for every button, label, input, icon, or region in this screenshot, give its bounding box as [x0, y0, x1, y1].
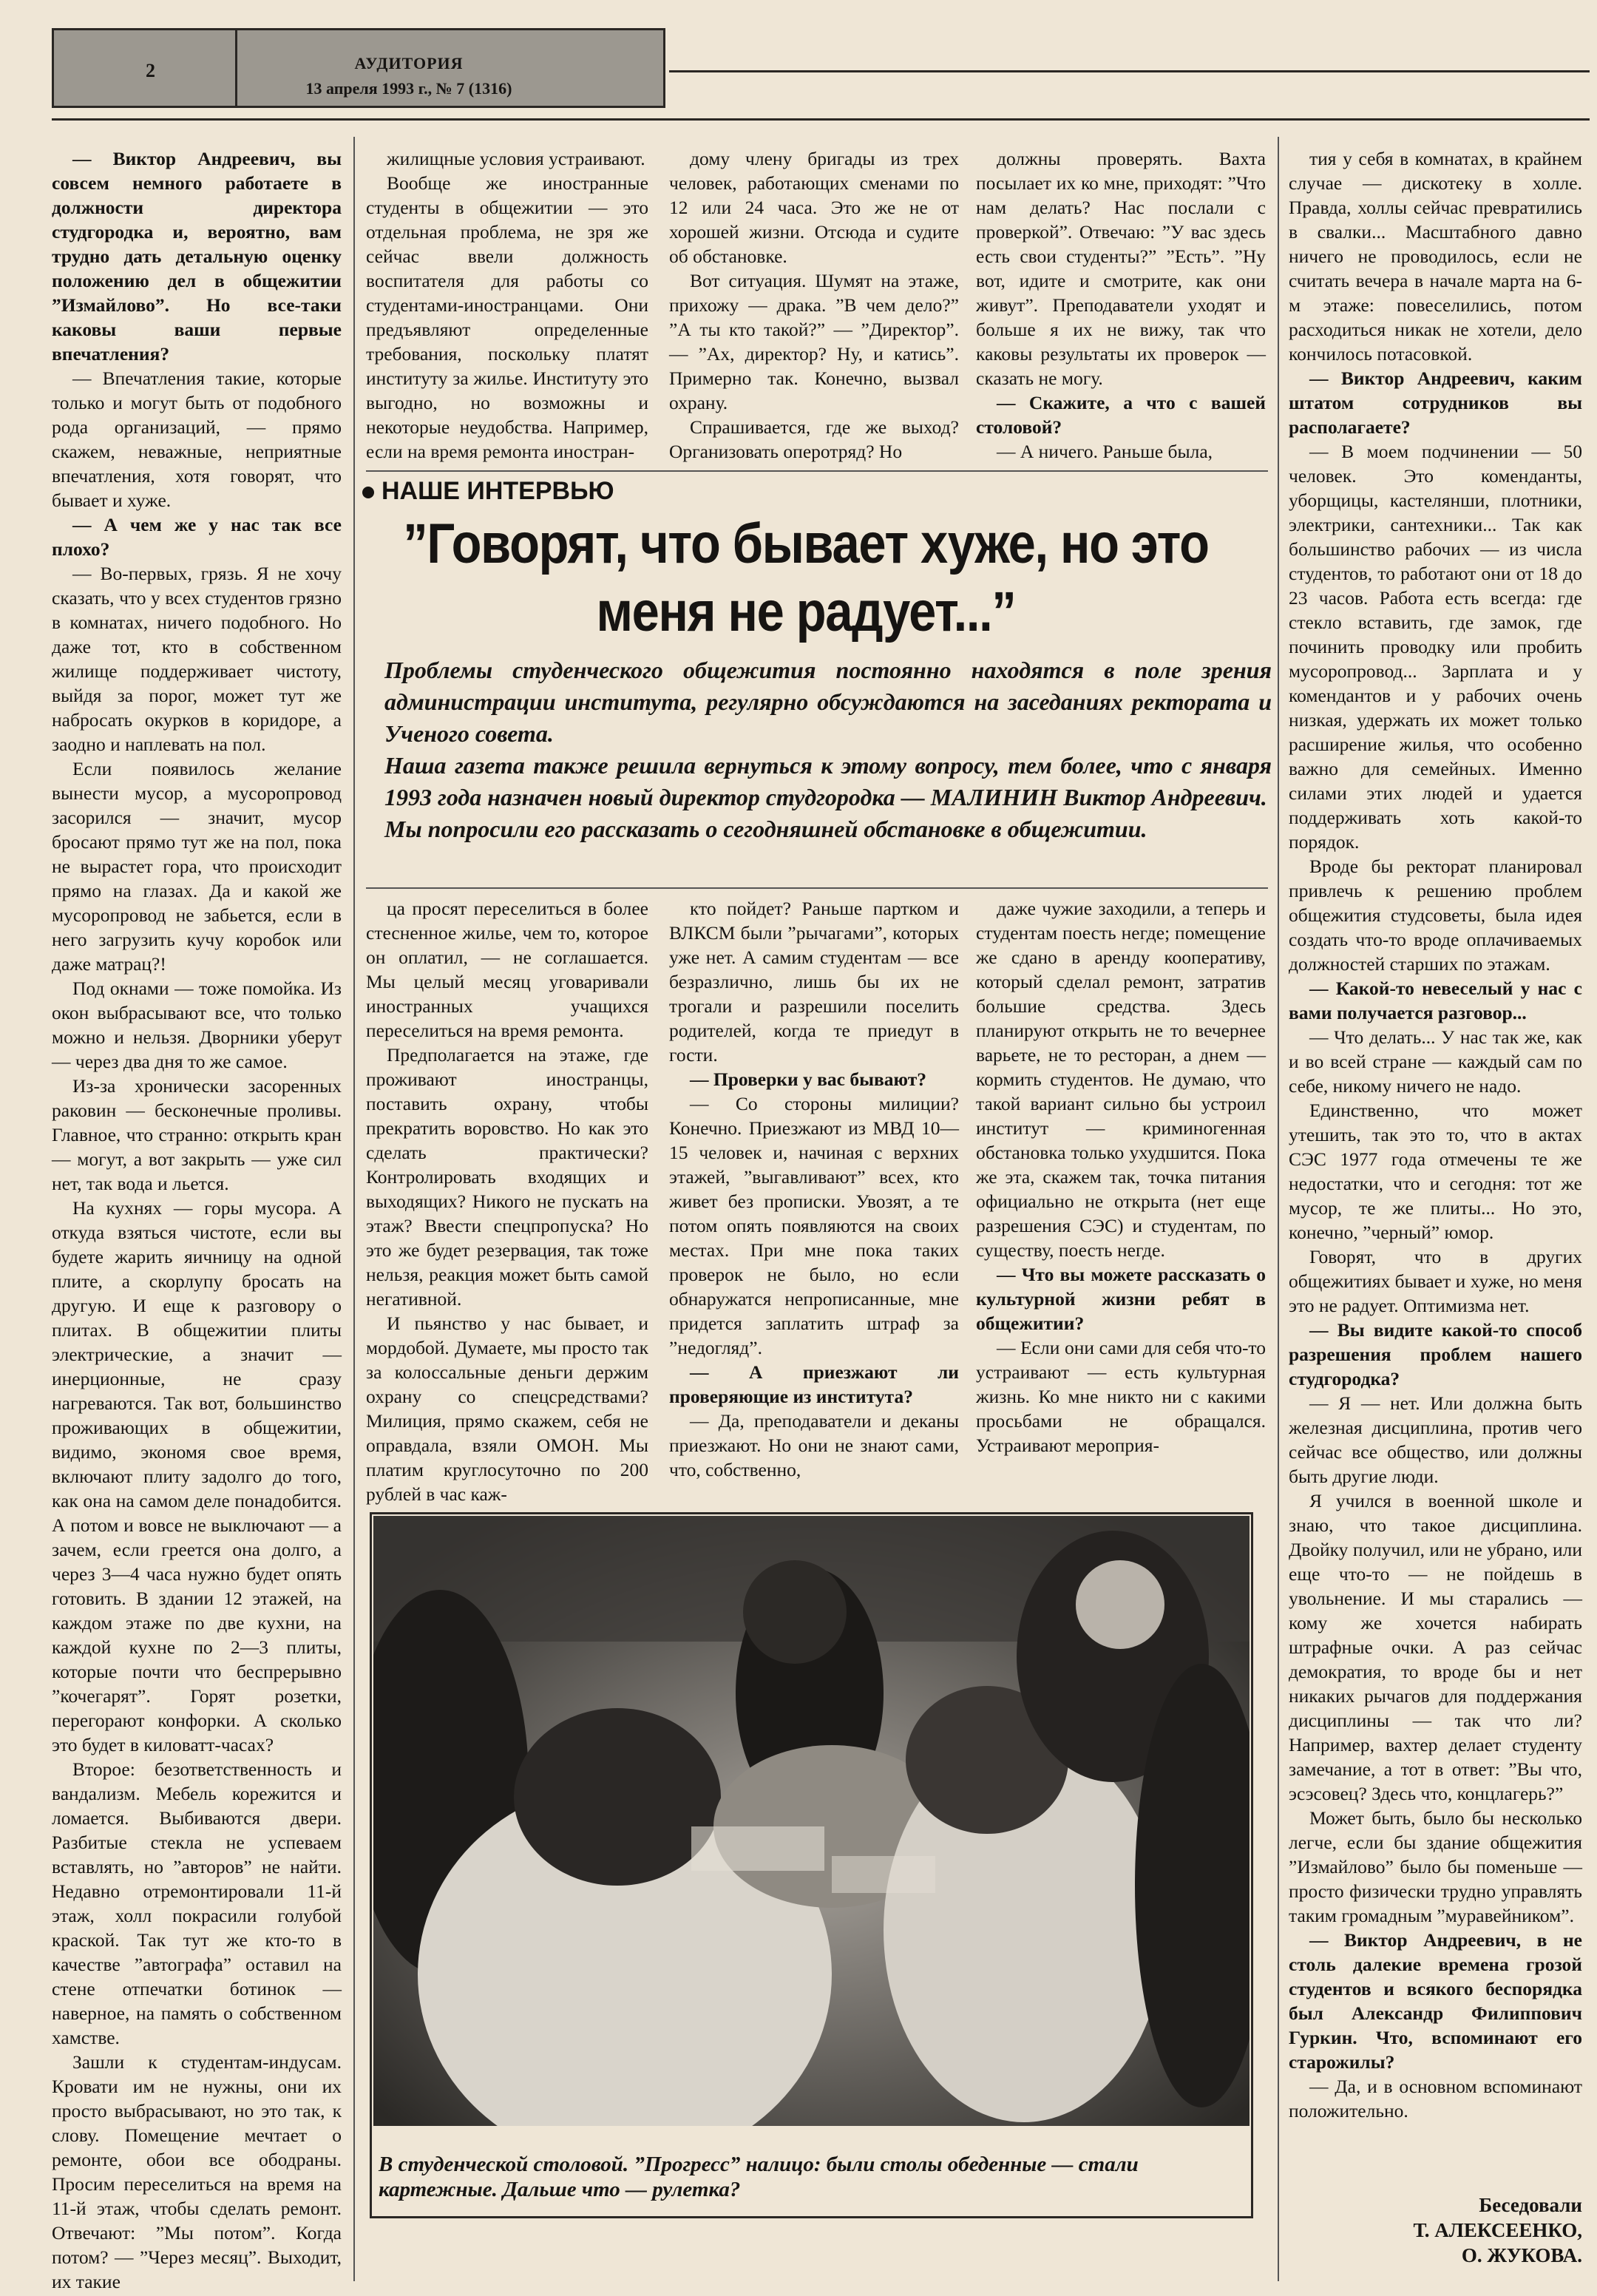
- headline: ”Говорят, что бывает хуже, но это меня не радует...”: [403, 512, 1209, 643]
- issue-date: 13 апреля 1993 г., № 7 (1316): [305, 79, 512, 98]
- body-paragraph: Единственно, что может утешить, так это то, что в актах СЭС 1977 года отмечены те же недостатки, что и сегодня: тот же мусор, те же плиты... Но это, конечно, ”черный” юмор.: [1289, 1100, 1582, 1243]
- lead-text-1: Проблемы студенческого общежития постоянно находятся в поле зрения администрации института, регулярно обсуждаются на заседаниях ректората и Ученого совета.: [384, 657, 1272, 747]
- column-rule-4: [1278, 137, 1279, 2281]
- body-paragraph: — Со стороны милиции? Конечно. Приезжают из МВД 10—15 человек и, начиная с верхних этажей, ”выгавливают” всех, кто живет без прописки. Увозят, а те потом опять появляются на своих местах. При мне пока таких проверок не было, но если обнаружатся непрописанные, мне придется заплатить штраф за ”недогляд”.: [669, 1093, 959, 1358]
- body-paragraph: дому члену бригады из трех человек, работающих сменами по 12 или 24 часа. Это же не от хорошей жизни. Отсюда и судите об обстановке.: [669, 148, 959, 267]
- body-paragraph: — Да, преподаватели и деканы приезжают. Но они не знают сами, что, собственно,: [669, 1410, 959, 1480]
- body-paragraph: На кухнях — горы мусора. А откуда взяться чистоте, если вы будете жарить яичницу на одной плите, а скорлупу бросать на другую. И еще к разговору о плитах. В общежитии плиты электрические, а значит — инерционные, не сразу нагреваются. Так вот, большинство проживающих в общежитии, видимо, экономя свое время, включают плиту задолго до того, как она на самом деле понадобится. А потом и вовсе не выключают — а зачем, если греется она долго, а через 3—4 часа нужно будет опять готовить. В здании 12 этажей, на каждом этаже по две кухни, на каждой кухне по 2—3 плиты, которые почти что беспрерывно ”кочегарят”. Горят розетки, перегорают конфорки. А сколько это будет в киловатт-часах?: [52, 1197, 342, 1755]
- rubric-label: НАШЕ ИНТЕРВЬЮ: [382, 477, 614, 505]
- lead-bottom-rule: [366, 887, 1268, 889]
- body-paragraph: Зашли к студентам-индусам. Кровати им не нужны, они их просто выбрасывают, но это так, к слову. Помещение мечтает о ремонте, обои все ободраны. Просим переселиться на время на 11-й этаж, чтобы сделать ремонт. Отвечают: ”Мы потом”. Когда потом? — ”Через месяц”. Выходит, их такие: [52, 2051, 342, 2292]
- signature-label: Беседовали: [1479, 2194, 1582, 2216]
- question-paragraph: — Что вы можете рассказать о культурной жизни ребят в общежитии?: [976, 1264, 1266, 1334]
- body-paragraph: — Да, и в основном вспоминают положительно.: [1289, 2076, 1582, 2121]
- column-3-top: [669, 146, 959, 464]
- question-paragraph: — Виктор Андреевич, в не столь далекие времена грозой студентов и всякого беспорядка был Александр Филиппович Гуркин. Что, вспоминают его старожилы?: [1289, 1929, 1582, 2073]
- body-paragraph: Спрашивается, где же выход? Организовать оперотряд? Но: [669, 416, 959, 462]
- signature-author-1: Т. АЛЕКСЕЕНКО,: [1413, 2219, 1582, 2241]
- question-paragraph: — Виктор Андреевич, каким штатом сотрудников вы располагаете?: [1289, 368, 1582, 438]
- column-4-bottom: [976, 896, 1266, 1457]
- body-paragraph: — Я — нет. Или должна быть железная дисциплина, против чего сейчас все общество, или должны быть другие люди.: [1289, 1392, 1582, 1487]
- lead-text-2: Наша газета также решила вернуться к этому вопросу, тем более, что с января 1993 года назначен новый директор студгородка — МАЛИНИН Виктор Андреевич.: [384, 752, 1272, 810]
- question-paragraph: — Скажите, а что с вашей столовой?: [976, 392, 1266, 438]
- body-paragraph: ца просят переселиться в более стесненное жилье, чем то, которое он оплатил, — не соглашается. Мы целый месяц уговаривали иностранных учащихся переселиться на время ремонта.: [366, 898, 648, 1041]
- signature-author-2: О. ЖУКОВА.: [1461, 2244, 1582, 2266]
- column-1: [52, 146, 342, 2294]
- body-paragraph: Говорят, что в других общежитиях бывает и хуже, но меня это не радует. Оптимизма нет.: [1289, 1246, 1582, 1316]
- body-paragraph: должны проверять. Вахта посылает их ко мне, приходят: ”Что нам делать? Нас послали с проверкой”. Отвечаю: ”У вас здесь есть свои студенты?” ”Есть”. ”Ну вот, идите и смотрите, как они живут”. Преподаватели уходят и больше я их не вижу, так что каковы результаты их проверок — сказать не могу.: [976, 148, 1266, 389]
- question-paragraph: — А приезжают ли проверяющие из института?: [669, 1361, 959, 1407]
- signature: [1289, 2192, 1582, 2268]
- body-paragraph: даже чужие заходили, а теперь и студентам поесть негде; помещение же сдано в аренду кооперативу, который сделал ремонт, затратив большие средства. Здесь планируют открыть не то вечернее варьете, не то ресторан, а днем — кормить студентов. Не думаю, что такой вариант сильно бы устроил институт — криминогенная обстановка только ухудшится. Пока же эта, скажем так, точка питания официально не открыта (нет еще разрешения СЭС) и студентам, по существу, поесть негде.: [976, 898, 1266, 1261]
- body-paragraph: — Впечатления такие, которые только и могут быть от подобного рода организаций, — прямо скажем, неважные, неприятные впечатления, хотя говорят, что бывает и хуже.: [52, 368, 342, 511]
- column-5: [1289, 146, 1582, 2123]
- photo-caption: В студенческой столовой. ”Прогресс” налицо: были столы обеденные — стали картежные. Дальше что — рулетка?: [379, 2153, 1139, 2201]
- body-paragraph: Предполагается на этаже, где проживают иностранцы, поставить охрану, чтобы прекратить воровство. Но как это сделать практически? Контролировать входящих и выходящих? Никого не пускать на этаж? Ввести спецпропуска? Но это же будет резервация, так тоже нельзя, реакция может быть самой негативной.: [366, 1044, 648, 1310]
- headline-top-rule: [366, 470, 1268, 472]
- header-divider: [235, 30, 237, 106]
- body-paragraph: кто пойдет? Раньше партком и ВЛКСМ были ”рычагами”, которых уже нет. А самим студентам — все безразлично, лишь бы их не трогали и разрешили поселить родителей, когда те приедут в гости.: [669, 898, 959, 1066]
- body-paragraph: — Что делать... У нас так же, как и во всей стране — каждый сам по себе, никому ничего не надо.: [1289, 1026, 1582, 1097]
- photo-students-playing-cards: [373, 1516, 1250, 2126]
- body-paragraph: — А ничего. Раньше была,: [997, 441, 1213, 462]
- bullet-icon: [362, 487, 374, 498]
- body-paragraph: — В моем подчинении — 50 человек. Это коменданты, уборщицы, кастелянши, плотники, электрики, сантехники... Так как большинство рабочих — из числа студентов, то работают они от 18 до 23 часов. Работа есть всегда: где стекло вставить, где замок, где починить проводку или пробить мусоропровод... Зарплата и у комендантов и у рабочих очень низкая, удержать их может только расширение жилья, что особенно важно для семейных. Именно силами этих людей и удается поддерживать хоть какой-то порядок.: [1289, 441, 1582, 853]
- body-paragraph: Вроде бы ректорат планировал привлечь к решению проблем общежития студсоветы, была идея создать что-то вроде оплачиваемых должностей старших по этажам.: [1289, 856, 1582, 975]
- body-paragraph: Из-за хронически засоренных раковин — бесконечные проливы. Главное, что странно: открыть кран — могут, а вот закрыть — уже сил нет, так вода и льется.: [52, 1075, 342, 1194]
- body-paragraph: Если появилось желание вынести мусор, а мусоропровод засорился — значит, мусор бросают прямо тут же на пол, пока не вырастет гора, что происходит прямо на глазах. Да и какой же мусоропровод не забьется, если в него загрузить кучу коробок или даже матрац?!: [52, 758, 342, 975]
- body-paragraph: Вот ситуация. Шумят на этаже, прихожу — драка. ”В чем дело?” ”А ты кто такой?” — ”Директор”. — ”Ах, директор? Ну, и катись”. Примерно так. Конечно, вызвал охрану.: [669, 270, 959, 413]
- body-paragraph: Я учился в военной школе и знаю, что такое дисциплина. Двойку получил, или не убрано, или еще что-то — не пойдешь в увольнение. И мы старались — кому же хочется набирать штрафные очки. А раз сейчас демократия, то вроде бы и нет никаких рычагов для поддержания дисциплины — так что ли? Например, вахтер делает студенту замечание, а тот в ответ: ”Вы что, эсэсовец? Здесь что, концлагерь?”: [1289, 1490, 1582, 1804]
- body-paragraph: Может быть, было бы несколько легче, если бы здание общежития ”Измайлово” было бы поменьше — просто физически трудно управлять таким громадным ”муравейником”.: [1289, 1807, 1582, 1926]
- body-paragraph: — Если они сами для себя что-то устраивают — есть культурная жизнь. Ко мне никто ни с какими просьбами не обращался. Устраивают мероприя-: [976, 1337, 1266, 1456]
- page-header-box: [52, 28, 665, 108]
- lead-text-3: Мы попросили его рассказать о сегодняшней обстановке в общежитии.: [384, 816, 1147, 842]
- rubric: [362, 477, 614, 506]
- question-paragraph: — А чем же у нас так все плохо?: [52, 514, 342, 560]
- body-paragraph: Под окнами — тоже помойка. Из окон выбрасывают все, что только можно и нельзя. Дворники уберут — через два дня то же самое.: [52, 978, 342, 1072]
- column-2-bottom: [366, 896, 648, 1506]
- column-3-bottom: [669, 896, 959, 1482]
- column-2-top: [366, 146, 648, 464]
- header-bottom-rule: [52, 118, 1590, 121]
- body-paragraph: Вообще же иностранные студенты в общежитии — это отдельная проблема, не зря же сейчас ввели должность воспитателя для работы со студентами-иностранцами. Они предъявляют определенные требования, поскольку платят институту за жилье. Институту это выгодно, но возможны и некоторые неудобства. Например, если на время ремонта иностран-: [366, 172, 648, 462]
- header-rule: [669, 70, 1590, 72]
- body-paragraph: И пьянство у нас бывает, и мордобой. Думаете, мы просто так за колоссальные деньги держим охрану со спецсредствами? Милиция, прямо скажем, себя не оправдала, взяли ОМОН. Мы платим круглосуточно по 200 рублей в час каж-: [366, 1313, 648, 1505]
- newspaper-name: АУДИТОРИЯ: [354, 54, 464, 72]
- column-rule-1: [353, 137, 355, 2281]
- question-paragraph: — Виктор Андреевич, вы совсем немного работаете в должности директора студгородка и, вероятно, вам трудно дать детальную оценку положению дел в общежитии ”Измайлово”. Но все-таки каковы ваши первые впечатления?: [52, 148, 342, 365]
- question-paragraph: — Вы видите какой-то способ разрешения проблем нашего студгородка?: [1289, 1319, 1582, 1389]
- page-number: 2: [146, 60, 155, 81]
- body-paragraph: — Во-первых, грязь. Я не хочу сказать, что у всех студентов грязно в комнатах, ничего подобного. Но даже тот, кто в собственном жилище поддерживает чистоту, выйдя за порог, может тут же набросать окурков в коридоре, а заодно и наплевать на пол.: [52, 563, 342, 755]
- lead-paragraph: [384, 654, 1272, 845]
- body-paragraph: жилищные условия устраивают.: [387, 148, 645, 169]
- column-4-top: [976, 146, 1266, 464]
- body-paragraph: тия у себя в комнатах, в крайнем случае — дискотеку в холле. Правда, холлы сейчас превратились в свалки... Масштабного давно ничего не проводилось, если не считать вечера в начале марта на 6-м этаже: повеселились, потом расходиться никак не хотели, дело кончилось потасовкой.: [1289, 148, 1582, 365]
- question-paragraph: — Какой-то невеселый у нас с вами получается разговор...: [1289, 978, 1582, 1023]
- question-paragraph: — Проверки у вас бывают?: [690, 1069, 926, 1090]
- body-paragraph: Второе: безответственность и вандализм. Мебель корежится и ломается. Выбиваются двери. Разбитые стекла не успеваем вставлять, но ”авторов” не найти. Недавно отремонтировали 11-й этаж, холл покрасили голубой краской. Так тут же кто-то в качестве ”автографа” оставил на стене отпечатки ботинок — наверное, на память о собственном хамстве.: [52, 1758, 342, 2048]
